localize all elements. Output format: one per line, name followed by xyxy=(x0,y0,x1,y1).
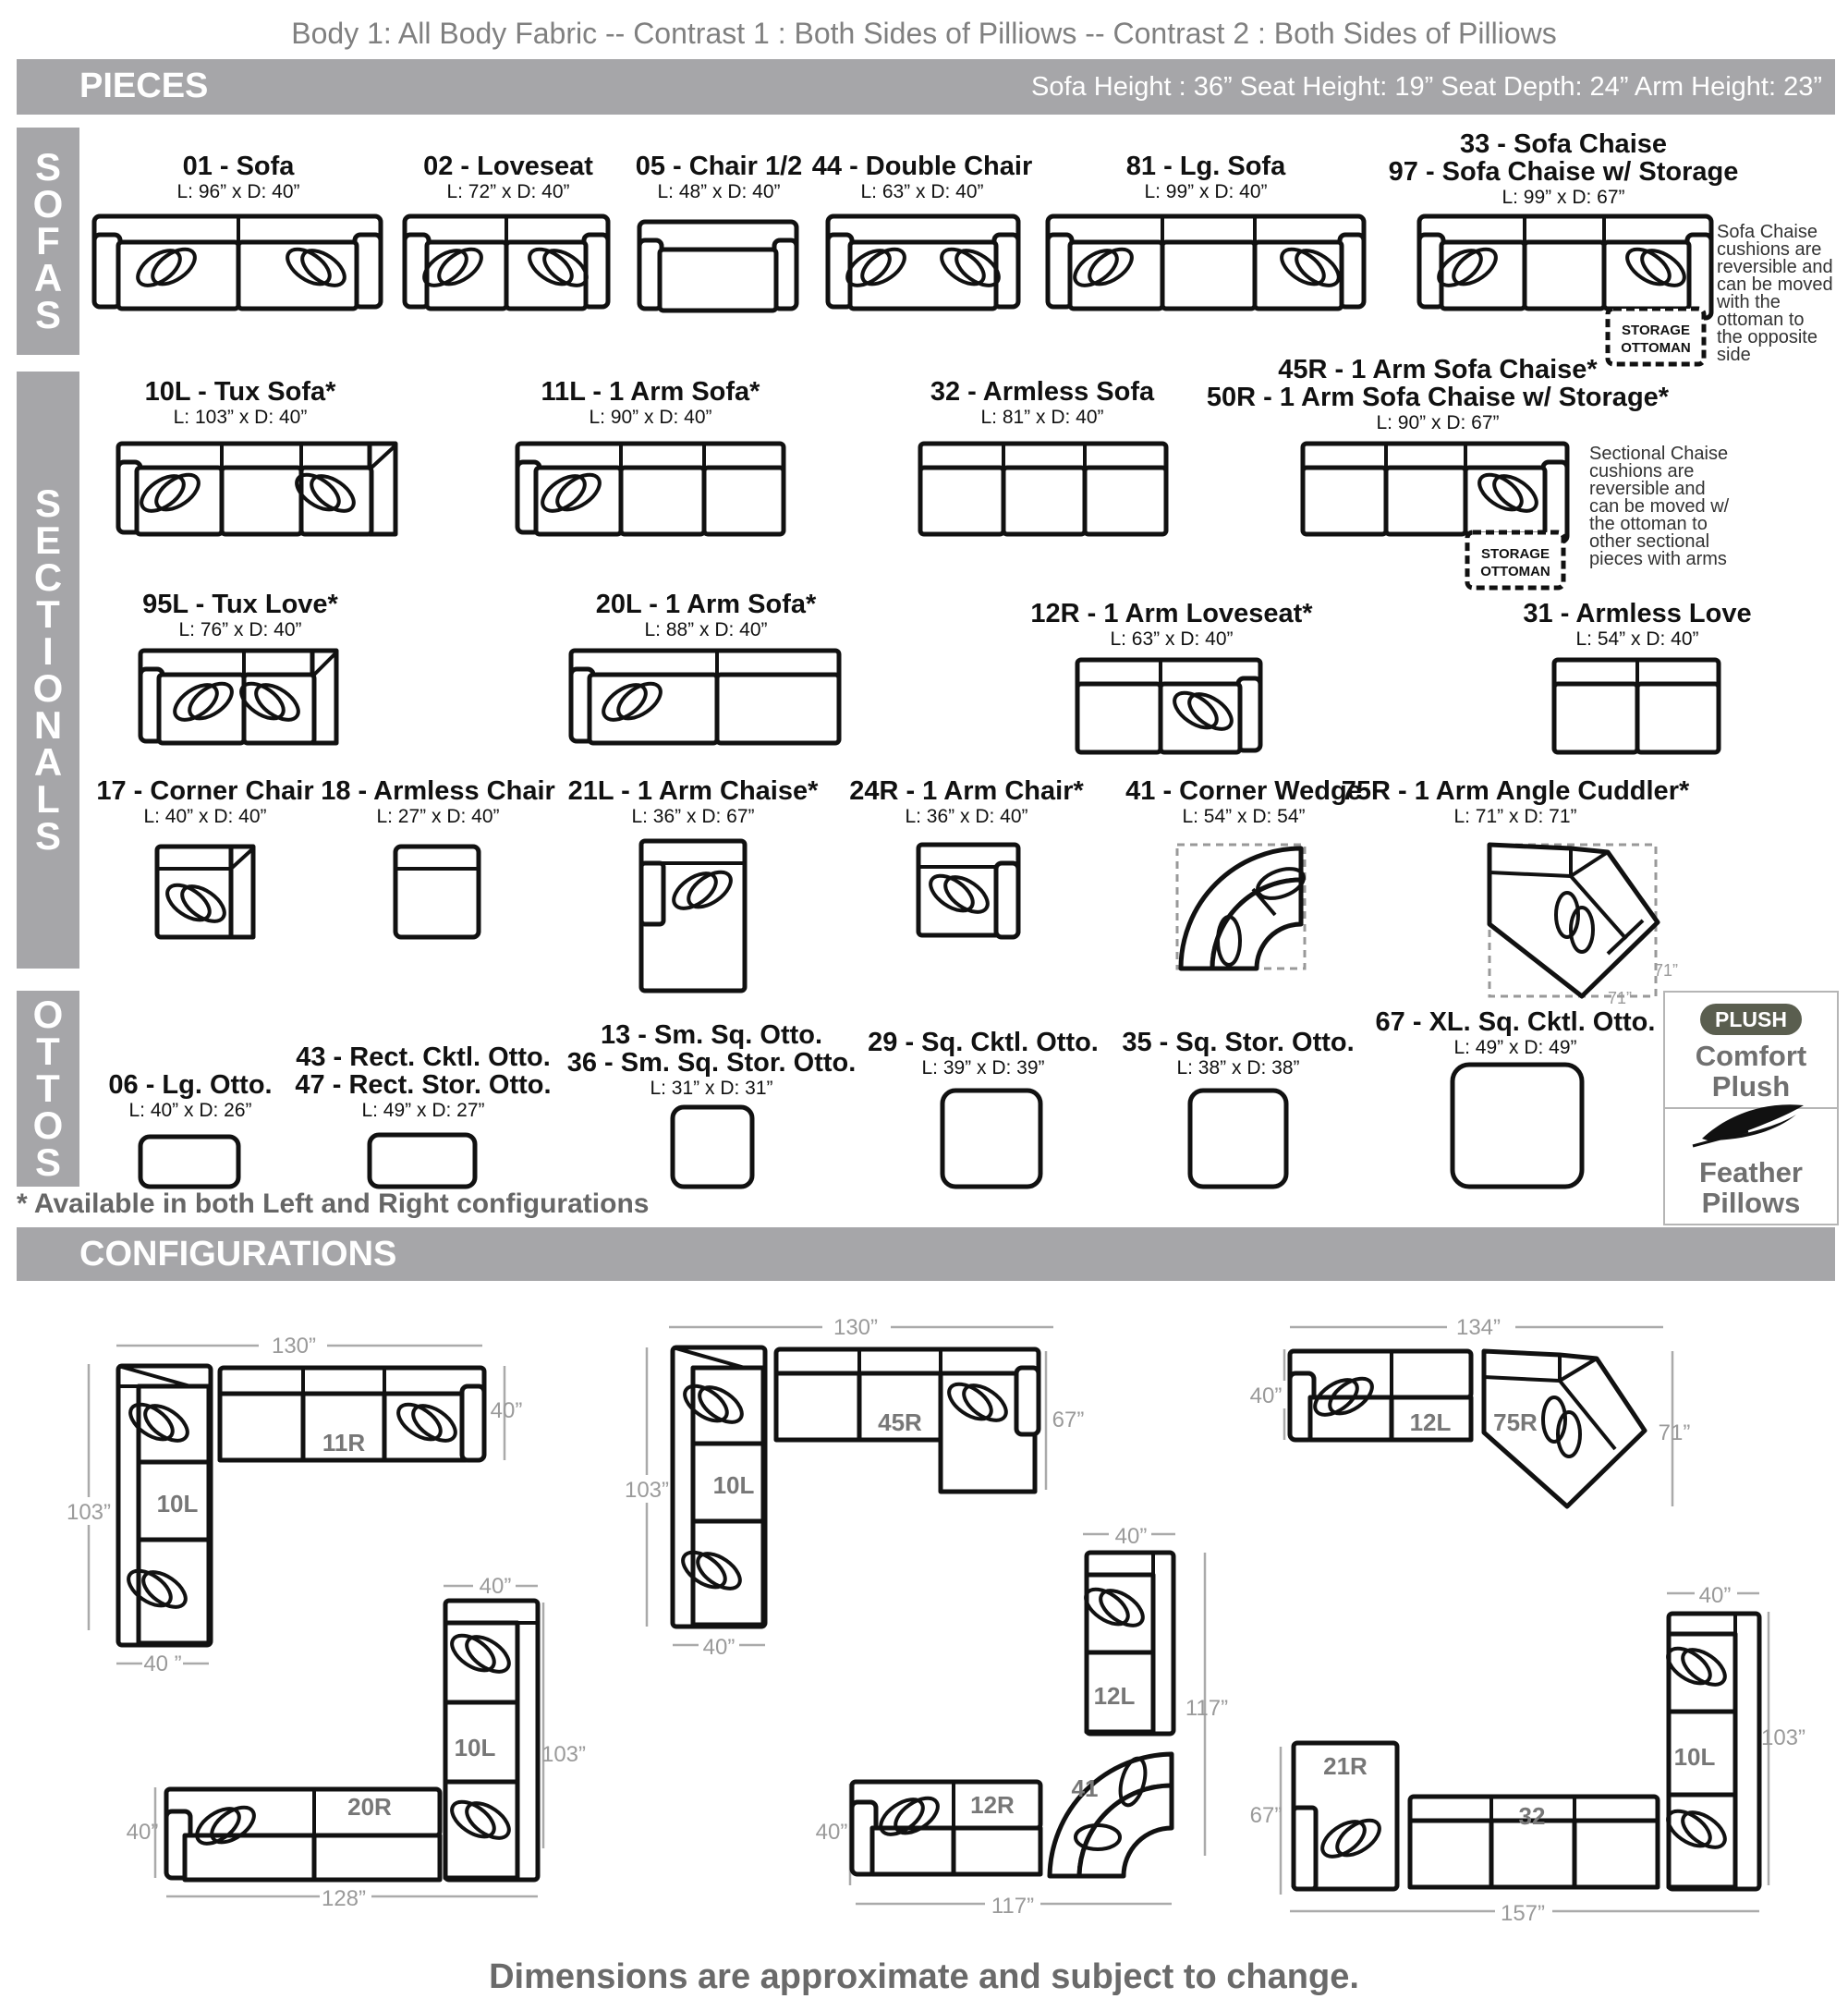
text-label: Plush xyxy=(1711,1070,1791,1103)
tux-love-95l-drawing xyxy=(140,651,336,743)
dimension-label: 40 ” xyxy=(143,1651,182,1676)
tab-letter: I xyxy=(43,629,54,673)
text-label: the ottoman to xyxy=(1589,514,1708,534)
otto-67-drawing xyxy=(1453,1065,1582,1187)
footer-disclaimer: Dimensions are approximate and subject to change. xyxy=(489,1957,1359,1996)
config-piece-label: 32 xyxy=(1518,1802,1546,1830)
config-piece-label: 12L xyxy=(1409,1408,1452,1436)
text-label: 20L - 1 Arm Sofa* xyxy=(595,590,817,619)
armless-chair-18-drawing xyxy=(395,847,479,937)
tab-letter: A xyxy=(33,740,63,784)
tab-letter: O xyxy=(32,666,64,710)
tux-sofa-10l-drawing xyxy=(118,444,395,534)
text-label: L: 48” x D: 40” xyxy=(657,181,781,202)
config-piece-label: 45R xyxy=(878,1408,922,1436)
dimension-label: 130” xyxy=(271,1334,317,1359)
text-label: 10L - Tux Sofa* xyxy=(144,377,336,407)
dimension-label: 67” xyxy=(1052,1408,1085,1432)
text-label: L: 88” x D: 40” xyxy=(644,619,768,640)
otto-06-drawing xyxy=(140,1137,238,1187)
dimension-label: 40” xyxy=(815,1820,848,1845)
text-label: 35 - Sq. Stor. Otto. xyxy=(1122,1028,1355,1057)
corner-wedge-41-drawing xyxy=(1177,845,1307,969)
text-label: 47 - Rect. Stor. Otto. xyxy=(295,1070,552,1100)
text-label: 13 - Sm. Sq. Otto. xyxy=(600,1020,823,1050)
text-label: can be moved xyxy=(1717,274,1833,295)
text-label: 67 - XL. Sq. Cktl. Otto. xyxy=(1375,1007,1656,1037)
one-arm-sofa-11l-drawing xyxy=(517,444,784,534)
text-label: L: 90” x D: 40” xyxy=(589,407,712,428)
text-label: pieces with arms xyxy=(1589,549,1727,569)
tab-letter: S xyxy=(34,1140,61,1184)
text-label: L: 63” x D: 40” xyxy=(1110,628,1234,650)
one-arm-chaise-21l-drawing xyxy=(641,841,745,991)
text-label: L: 39” x D: 39” xyxy=(921,1057,1045,1079)
storage-label: OTTOMAN xyxy=(1480,564,1550,579)
config-piece-label: 10L xyxy=(454,1734,496,1761)
sofa-chaise-33-drawing xyxy=(1419,216,1711,364)
text-label: L: 36” x D: 67” xyxy=(631,806,755,827)
text-label: L: 90” x D: 67” xyxy=(1376,412,1500,433)
sofa-01-drawing xyxy=(94,216,381,309)
text-label: L: 81” x D: 40” xyxy=(980,407,1104,428)
dimension-label: 117” xyxy=(991,1894,1035,1919)
dimension-label: 67” xyxy=(1249,1803,1283,1828)
config-piece-label: 75R xyxy=(1493,1408,1538,1436)
text-label: 45R - 1 Arm Sofa Chaise* xyxy=(1278,355,1598,384)
text-label: L: 54” x D: 40” xyxy=(1575,628,1699,650)
loveseat-02-drawing xyxy=(405,216,608,309)
tab-letter: S xyxy=(34,145,61,189)
one-arm-sofa-chaise-45r-drawing xyxy=(1303,444,1567,588)
text-label: 06 - Lg. Otto. xyxy=(108,1070,273,1100)
text-label: 81 - Lg. Sofa xyxy=(1125,152,1286,181)
text-label: L: 31” x D: 31” xyxy=(650,1078,773,1099)
double-chair-44-drawing xyxy=(828,216,1018,309)
tab-letter: S xyxy=(34,481,61,525)
corner-chair-17-drawing xyxy=(157,847,253,937)
config-piece-label: 11R xyxy=(322,1429,366,1456)
config-5-drawing xyxy=(816,1521,1228,1919)
dimension-label: 103” xyxy=(1760,1725,1806,1750)
tab-letter: S xyxy=(34,814,61,858)
text-label: L: 71” x D: 71” xyxy=(1453,806,1577,827)
armless-love-31-drawing xyxy=(1554,660,1719,752)
text-label: L: 38” x D: 38” xyxy=(1176,1057,1300,1079)
text-label: L: 103” x D: 40” xyxy=(173,407,308,428)
one-arm-sofa-20l-drawing xyxy=(571,651,839,743)
config-6-drawing xyxy=(1250,1580,1805,1926)
text-label: cushions are xyxy=(1717,239,1822,260)
text-label: 18 - Armless Chair xyxy=(321,776,555,806)
dimension-label: 40” xyxy=(126,1820,159,1845)
otto-13-drawing xyxy=(673,1107,752,1187)
dimension-label: 130” xyxy=(833,1315,879,1340)
text-label: 33 - Sofa Chaise xyxy=(1459,129,1668,159)
text-label: 17 - Corner Chair xyxy=(96,776,314,806)
lg-sofa-81-drawing xyxy=(1048,216,1364,309)
text-label: cushions are xyxy=(1589,461,1695,481)
storage-label: STORAGE xyxy=(1622,323,1690,338)
one-arm-loveseat-12r-drawing xyxy=(1077,660,1260,752)
dimension-label: 40” xyxy=(1114,1524,1148,1549)
tab-letter: N xyxy=(33,703,63,747)
config-piece-label: 12R xyxy=(970,1791,1015,1819)
dimension-label: 157” xyxy=(1500,1901,1546,1926)
text-label: L: 54” x D: 54” xyxy=(1182,806,1306,827)
availability-note: * Available in both Left and Right configurations xyxy=(17,1188,650,1219)
text-label: L: 27” x D: 40” xyxy=(376,806,500,827)
config-piece-label: 12L xyxy=(1093,1682,1136,1710)
dimension-label: 103” xyxy=(624,1478,670,1503)
plush-badge: PLUSH xyxy=(1700,1004,1802,1035)
dimension-label: 40” xyxy=(1249,1383,1283,1408)
cuddler-bottom-dim: 71” xyxy=(1608,989,1633,1007)
text-label: 21L - 1 Arm Chaise* xyxy=(567,776,819,806)
dimension-label: 103” xyxy=(66,1500,112,1525)
dimension-label: 128” xyxy=(321,1886,367,1911)
tab-letter: O xyxy=(32,1103,64,1147)
text-label: L: 49” x D: 27” xyxy=(361,1100,485,1121)
angle-cuddler-75r-drawing xyxy=(1489,845,1678,1007)
text-label: 32 - Armless Sofa xyxy=(930,377,1155,407)
dimension-label: 40” xyxy=(702,1635,736,1660)
text-label: 97 - Sofa Chaise w/ Storage xyxy=(1388,157,1739,187)
text-label: L: 76” x D: 40” xyxy=(178,619,302,640)
text-label: L: 63” x D: 40” xyxy=(860,181,984,202)
text-label: L: 96” x D: 40” xyxy=(176,181,300,202)
text-label: can be moved w/ xyxy=(1589,496,1730,517)
dimension-label: 71” xyxy=(1658,1420,1691,1445)
tab-letter: O xyxy=(32,993,64,1036)
text-label: 41 - Corner Wedge xyxy=(1125,776,1362,806)
text-label: 02 - Loveseat xyxy=(423,152,593,181)
text-label: 05 - Chair 1/2 xyxy=(635,152,803,181)
dimension-label: 40” xyxy=(490,1398,523,1423)
configurations-title: CONFIGURATIONS xyxy=(79,1235,397,1274)
tab-letter: E xyxy=(34,518,61,562)
config-2-drawing xyxy=(619,1312,1084,1660)
text-label: 44 - Double Chair xyxy=(811,152,1033,181)
dimension-label: 40” xyxy=(1698,1583,1732,1608)
text-label: 11L - 1 Arm Sofa* xyxy=(541,377,760,407)
tab-letter: A xyxy=(33,256,63,299)
tab-letter: S xyxy=(34,293,61,336)
dimension-label: 40” xyxy=(479,1574,512,1599)
chair-05-drawing xyxy=(639,222,796,311)
text-label: 01 - Sofa xyxy=(182,152,295,181)
text-label: L: 99” x D: 67” xyxy=(1502,187,1625,208)
config-piece-label: 10L xyxy=(1673,1743,1716,1771)
text-label: 75R - 1 Arm Angle Cuddler* xyxy=(1341,776,1690,806)
text-label: 31 - Armless Love xyxy=(1523,599,1752,628)
text-label: L: 49” x D: 49” xyxy=(1453,1037,1577,1058)
pieces-dimensions: Sofa Height : 36” Seat Height: 19” Seat Depth: 24” Arm Height: 23” xyxy=(1031,72,1822,102)
one-arm-chair-24r-drawing xyxy=(918,845,1018,937)
header-note: Body 1: All Body Fabric -- Contrast 1 : Both Sides of Pilliows -- Contrast 2 : Both Sides of Pilliows xyxy=(291,17,1557,50)
dimension-label: 103” xyxy=(541,1742,587,1767)
config-3-drawing xyxy=(1246,1312,1690,1506)
config-piece-label: 41 xyxy=(1071,1774,1099,1802)
text-label: L: 40” x D: 26” xyxy=(128,1100,252,1121)
storage-label: STORAGE xyxy=(1481,546,1550,562)
text-label: Pillows xyxy=(1701,1187,1801,1219)
text-label: 36 - Sm. Sq. Stor. Otto. xyxy=(566,1048,857,1078)
text-label: L: 72” x D: 40” xyxy=(446,181,570,202)
dimension-label: 134” xyxy=(1455,1315,1502,1340)
text-label: Sectional Chaise xyxy=(1589,444,1729,464)
text-label: Sofa Chaise xyxy=(1717,222,1818,242)
text-label: with the xyxy=(1717,292,1781,312)
otto-35-drawing xyxy=(1190,1091,1286,1187)
text-label: L: 40” x D: 40” xyxy=(143,806,267,827)
tab-letter: F xyxy=(36,219,60,262)
text-label: 24R - 1 Arm Chair* xyxy=(849,776,1084,806)
pieces-title: PIECES xyxy=(79,67,209,105)
otto-29-drawing xyxy=(942,1091,1040,1187)
tab-letter: L xyxy=(36,777,60,821)
text-label: 50R - 1 Arm Sofa Chaise w/ Storage* xyxy=(1206,383,1670,412)
config-piece-label: 10L xyxy=(712,1471,755,1499)
dimension-label: 117” xyxy=(1185,1696,1229,1721)
armless-sofa-32-drawing xyxy=(920,444,1166,534)
otto-43-drawing xyxy=(370,1135,475,1187)
text-label: Comfort xyxy=(1695,1040,1807,1072)
text-label: L: 36” x D: 40” xyxy=(905,806,1028,827)
config-piece-label: 10L xyxy=(156,1490,199,1517)
text-label: 12R - 1 Arm Loveseat* xyxy=(1030,599,1313,628)
text-label: reversible and xyxy=(1717,257,1833,277)
text-label: the opposite xyxy=(1717,327,1818,347)
config-piece-label: 20R xyxy=(347,1793,392,1821)
text-label: L: 99” x D: 40” xyxy=(1144,181,1268,202)
config-piece-label: 21R xyxy=(1323,1752,1368,1780)
text-label: ottoman to xyxy=(1717,310,1805,330)
text-label: side xyxy=(1717,345,1751,365)
tab-letter: T xyxy=(36,1066,60,1110)
text-label: 43 - Rect. Cktl. Otto. xyxy=(296,1042,551,1072)
cuddler-side-dim: 71” xyxy=(1654,961,1679,980)
tab-letter: T xyxy=(36,1030,60,1073)
text-label: other sectional xyxy=(1589,531,1710,552)
tab-letter: O xyxy=(32,182,64,225)
tab-letter: C xyxy=(33,555,63,599)
text-label: 29 - Sq. Cktl. Otto. xyxy=(868,1028,1099,1057)
text-label: reversible and xyxy=(1589,479,1706,499)
text-label: 95L - Tux Love* xyxy=(142,590,338,619)
storage-label: OTTOMAN xyxy=(1621,340,1691,356)
tab-letter: T xyxy=(36,592,60,636)
text-label: Feather xyxy=(1699,1156,1803,1188)
